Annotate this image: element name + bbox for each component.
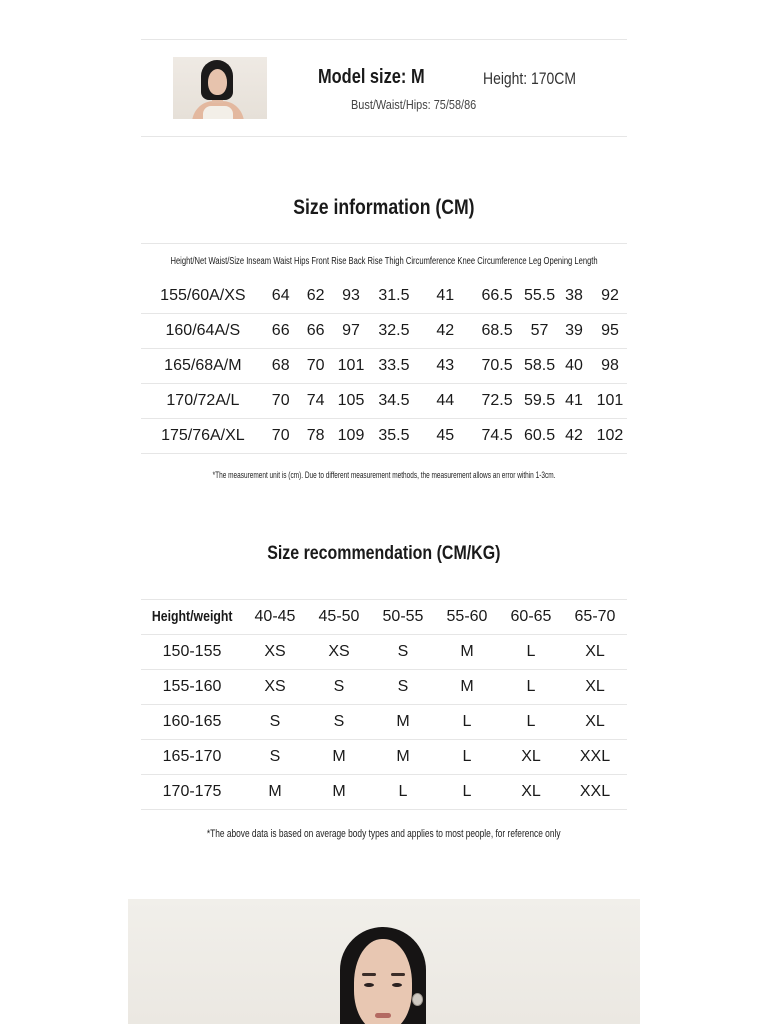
table-cell: 62 — [297, 279, 335, 314]
table-cell: 170/72A/L — [141, 384, 265, 419]
table-header-cell: 45-50 — [307, 600, 371, 635]
table-row — [141, 349, 627, 384]
table-cell: M — [435, 635, 499, 670]
table-cell: S — [243, 740, 307, 775]
table-row — [141, 314, 627, 349]
table-cell: 35.5 — [367, 419, 420, 454]
size-info-table — [141, 279, 627, 454]
model-height-label: Height: 170CM — [483, 69, 576, 88]
table-row — [141, 635, 627, 670]
table-cell: L — [435, 775, 499, 810]
table-cell: L — [435, 705, 499, 740]
table-cell: 74.5 — [470, 419, 524, 454]
table-cell: XS — [243, 635, 307, 670]
table-cell: 97 — [335, 314, 368, 349]
table-cell: 33.5 — [367, 349, 420, 384]
table-cell: XXL — [563, 775, 627, 810]
table-cell: 55.5 — [524, 279, 555, 314]
table-cell: 41 — [420, 279, 470, 314]
table-cell: 70 — [297, 349, 335, 384]
table-cell: XS — [307, 635, 371, 670]
table-cell: 42 — [420, 314, 470, 349]
table-cell: 42 — [555, 419, 593, 454]
model-thumbnail — [173, 57, 267, 119]
table-cell: L — [499, 670, 563, 705]
table-cell: 57 — [524, 314, 555, 349]
table-cell: M — [243, 775, 307, 810]
table-cell: 41 — [555, 384, 593, 419]
table-cell: 102 — [593, 419, 627, 454]
size-info-title: Size information (CM) — [293, 196, 475, 219]
table-cell: 66 — [297, 314, 335, 349]
size-rec-note: *The above data is based on average body types and applies to most people, for reference only — [207, 828, 561, 840]
table-cell: 39 — [555, 314, 593, 349]
table-cell: XS — [243, 670, 307, 705]
table-cell: 59.5 — [524, 384, 555, 419]
table-cell: M — [371, 740, 435, 775]
table-cell: 155/60A/XS — [141, 279, 265, 314]
table-cell: 68.5 — [470, 314, 524, 349]
table-cell: 34.5 — [367, 384, 420, 419]
table-cell: 165-170 — [141, 740, 243, 775]
table-cell: L — [499, 705, 563, 740]
model-photo — [128, 899, 640, 1024]
table-cell: XL — [499, 740, 563, 775]
divider-model-bottom — [141, 136, 627, 137]
table-cell: L — [435, 740, 499, 775]
size-info-note: *The measurement unit is (cm). Due to different measurement methods, the measurement allows an error within 1-3cm. — [212, 470, 556, 480]
table-cell: 93 — [335, 279, 368, 314]
table-cell: 68 — [265, 349, 297, 384]
table-row — [141, 384, 627, 419]
table-cell: M — [435, 670, 499, 705]
table-cell: 92 — [593, 279, 627, 314]
table-cell: S — [371, 670, 435, 705]
table-cell: 95 — [593, 314, 627, 349]
table-cell: L — [371, 775, 435, 810]
table-cell: S — [371, 635, 435, 670]
table-row — [141, 279, 627, 314]
table-cell: 66 — [265, 314, 297, 349]
table-row — [141, 419, 627, 454]
table-cell: 175/76A/XL — [141, 419, 265, 454]
table-cell: 150-155 — [141, 635, 243, 670]
table-cell: XL — [563, 670, 627, 705]
table-cell: 43 — [420, 349, 470, 384]
model-size-label: Model size: M — [318, 66, 425, 88]
table-cell: 40 — [555, 349, 593, 384]
table-cell: 64 — [265, 279, 297, 314]
table-header-cell: 65-70 — [563, 600, 627, 635]
table-cell: S — [307, 705, 371, 740]
table-cell: 101 — [593, 384, 627, 419]
table-cell: XL — [563, 705, 627, 740]
table-cell: 38 — [555, 279, 593, 314]
table-header-row — [141, 600, 627, 635]
table-header-cell: 55-60 — [435, 600, 499, 635]
table-cell: M — [307, 775, 371, 810]
table-cell: 160/64A/S — [141, 314, 265, 349]
table-cell: 98 — [593, 349, 627, 384]
table-cell: 31.5 — [367, 279, 420, 314]
table-row — [141, 670, 627, 705]
table-cell: 155-160 — [141, 670, 243, 705]
table-cell: XL — [563, 635, 627, 670]
size-rec-table — [141, 599, 627, 810]
table-cell: S — [307, 670, 371, 705]
table-cell: 105 — [335, 384, 368, 419]
table-cell: 45 — [420, 419, 470, 454]
table-row — [141, 705, 627, 740]
table-header-cell: 50-55 — [371, 600, 435, 635]
table-cell: M — [307, 740, 371, 775]
model-measurements-label: Bust/Waist/Hips: 75/58/86 — [351, 97, 477, 112]
table-cell: XL — [499, 775, 563, 810]
table-header-cell: 40-45 — [243, 600, 307, 635]
table-row — [141, 775, 627, 810]
table-cell: M — [371, 705, 435, 740]
table-cell: 74 — [297, 384, 335, 419]
table-cell: 66.5 — [470, 279, 524, 314]
table-cell: XXL — [563, 740, 627, 775]
table-row — [141, 740, 627, 775]
table-cell: S — [243, 705, 307, 740]
table-cell: 32.5 — [367, 314, 420, 349]
table-cell: L — [499, 635, 563, 670]
table-cell: 101 — [335, 349, 368, 384]
table-cell: 170-175 — [141, 775, 243, 810]
table-cell: 78 — [297, 419, 335, 454]
size-info-header: Height/Net Waist/Size Inseam Waist Hips Front Rise Back Rise Thigh Circumference Knee Circumference Leg Opening Length — [170, 255, 598, 267]
table-cell: 44 — [420, 384, 470, 419]
table-header-cell: Height/weight — [141, 600, 243, 635]
table-cell: 70.5 — [470, 349, 524, 384]
table-header-cell: 60-65 — [499, 600, 563, 635]
divider-top — [141, 39, 627, 40]
table-cell: 58.5 — [524, 349, 555, 384]
table-cell: 70 — [265, 419, 297, 454]
table-cell: 109 — [335, 419, 368, 454]
table-cell: 72.5 — [470, 384, 524, 419]
table-cell: 160-165 — [141, 705, 243, 740]
size-rec-title: Size recommendation (CM/KG) — [267, 543, 501, 564]
table-cell: 60.5 — [524, 419, 555, 454]
table-cell: 165/68A/M — [141, 349, 265, 384]
table-cell: 70 — [265, 384, 297, 419]
